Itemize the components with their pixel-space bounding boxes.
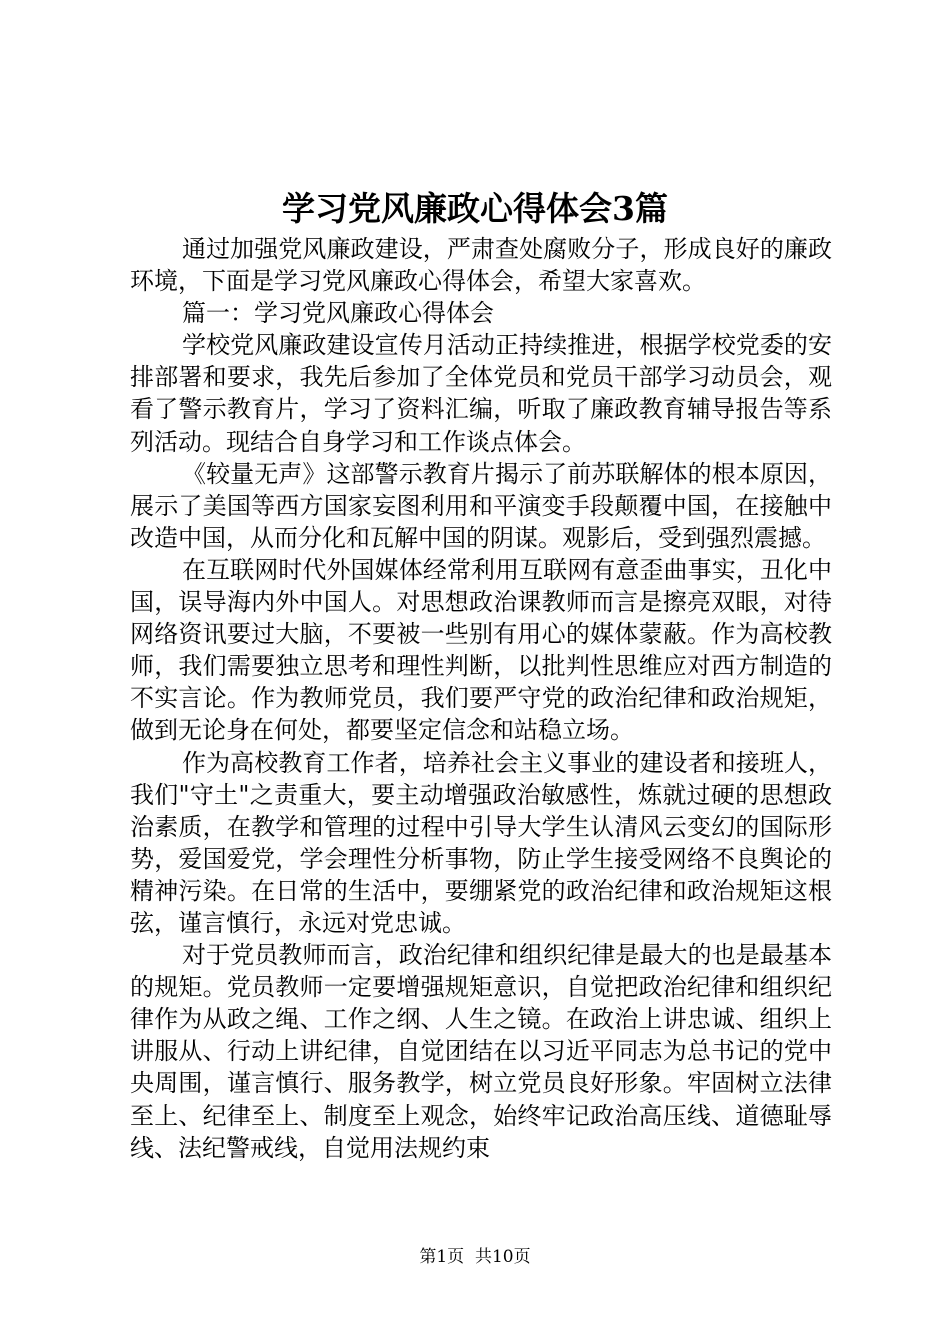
document-title: 学习党风廉政心得体会3篇 [282,189,668,228]
paragraph-intro: 通过加强党风廉政建设，严肃查处腐败分子，形成良好的廉政环境，下面是学习党风廉政心得体会，希望大家喜欢。 [130,235,832,296]
paragraph: 作为高校教育工作者，培养社会主义事业的建设者和接班人，我们"守土"之责重大，要主动增强政治敏感性，炼就过硬的思想政治素质，在教学和管理的过程中引导大学生认清风云变幻的国际形势，爱国爱党，学会理性分析事物，防止学生接受网络不良舆论的精神污染。在日常的生活中，要绷紧党的政治纪律和政治规矩这根弦，谨言慎行，永远对党忠诚。 [130,748,832,937]
section-heading-part-one: 篇一：学习党风廉政心得体会 [182,299,494,328]
page-footer [0,1246,950,1268]
page-number-label: 第1页 共10页 [419,1247,531,1267]
paragraph: 《较量无声》这部警示教育片揭示了前苏联解体的根本原因，展示了美国等西方国家妄图利用和平演变手段颠覆中国，在接触中改造中国，从而分化和瓦解中国的阴谋。观影后，受到强烈震撼。 [130,459,832,552]
document-body [130,233,832,1164]
paragraph: 在互联网时代外国媒体经常利用互联网有意歪曲事实，丑化中国，误导海内外中国人。对思想政治课教师而言是擦亮双眼，对待网络资讯要过大脑，不要被一些别有用心的媒体蒙蔽。作为高校教师，我们需要独立思考和理性判断，以批判性思维应对西方制造的不实言论。作为教师党员，我们要严守党的政治纪律和政治规矩，做到无论身在何处，都要坚定信念和站稳立场。 [130,555,832,745]
paragraph: 学校党风廉政建设宣传月活动正持续推进，根据学校党委的安排部署和要求，我先后参加了全体党员和党员干部学习动员会，观看了警示教育片，学习了资料汇编，听取了廉政教育辅导报告等系列活动。现结合自身学习和工作谈点体会。 [130,331,832,456]
paragraph: 对于党员教师而言，政治纪律和组织纪律是最大的也是最基本的规矩。党员教师一定要增强规矩意识，自觉把政治纪律和组织纪律作为从政之绳、工作之纲、人生之镜。在政治上讲忠诚、组织上讲服从、行动上讲纪律，自觉团结在以习近平同志为总书记的党中央周围，谨言慎行、服务教学，树立党员良好形象。牢固树立法律至上、纪律至上、制度至上观念，始终牢记政治高压线、道德耻辱线、法纪警戒线，自觉用法规约束 [130,941,832,1162]
